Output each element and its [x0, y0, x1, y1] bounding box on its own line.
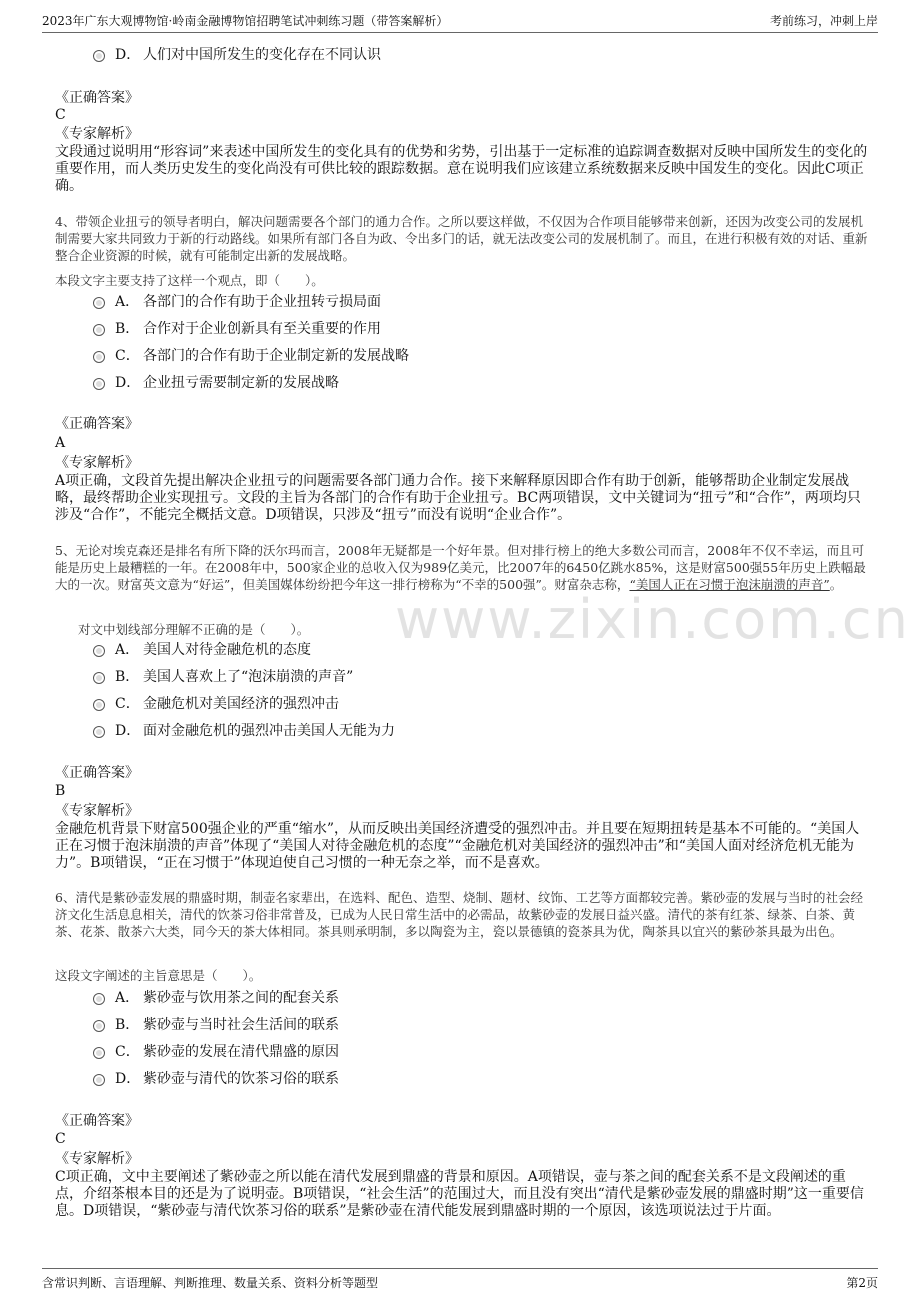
q6-question: 这段文字阐述的主旨意思是（ ）。: [55, 968, 262, 983]
radio-icon[interactable]: [93, 324, 105, 336]
q6-option-b[interactable]: B． 紫砂壶与当时社会生活间的联系: [93, 1015, 339, 1035]
radio-icon[interactable]: [93, 1020, 105, 1032]
q6-option-a[interactable]: A． 紫砂壶与饮用茶之间的配套关系: [93, 988, 339, 1008]
q4-question: 本段文字主要支持了这样一个观点，即（ ）。: [55, 273, 324, 288]
q5-option-c[interactable]: C． 金融危机对美国经济的强烈冲击: [93, 694, 339, 714]
q5-underlined-quote: “美国人正在习惯于泡沫崩溃的声音”: [629, 577, 830, 592]
q5-answer: B: [55, 783, 66, 799]
q5-option-b[interactable]: B． 美国人喜欢上了“泡沫崩溃的声音”: [93, 667, 353, 687]
radio-icon[interactable]: [93, 297, 105, 309]
radio-icon[interactable]: [93, 726, 105, 738]
q4-stem: 4、带领企业扭亏的领导者明白，解决问题需要各个部门的通力合作。之所以要这样做，不仅因为合作项目能够带来创新，还因为改变公司的发展机制需要大家共同致力于新的行动路线。如果所有部门各自为政、令出多门的话，就无法改变公司的发展机制了。而且，在进行积极有效的对话、重新整合企业资源的时候，就有可能制定出新的发展战略。: [55, 214, 868, 263]
q4-explanation: A项正确，文段首先提出解决企业扭亏的问题需要各部门通力合作。接下来解释原因即合作有助于创新，能够帮助企业制定发展战略，最终帮助企业实现扭亏。文段的主旨为各部门的合作有助于企业扭亏。BC两项错误，文中关键词为“扭亏”和“合作”，两项均只涉及“合作”，不能完全概括文意。D项错误，只涉及“扭亏”而没有说明“企业合作”。: [55, 473, 861, 523]
watermark: www.zixin.com.cn: [395, 588, 910, 651]
radio-icon[interactable]: [93, 672, 105, 684]
radio-icon[interactable]: [93, 50, 105, 62]
q3-option-d[interactable]: D． 人们对中国所发生的变化存在不同认识: [93, 45, 381, 65]
q3-expert-label: 《专家解析》: [55, 126, 139, 142]
q5-question: 对文中划线部分理解不正确的是（ ）。: [78, 622, 310, 637]
q4-option-c[interactable]: C． 各部门的合作有助于企业制定新的发展战略: [93, 346, 409, 366]
q5-option-a[interactable]: A． 美国人对待金融危机的态度: [93, 640, 311, 660]
page-footer: [42, 1268, 878, 1291]
radio-icon[interactable]: [93, 993, 105, 1005]
q6-expert-label: 《专家解析》: [55, 1151, 139, 1167]
page-header: [42, 10, 878, 33]
footer-topics: 含常识判断、言语理解、判断推理、数量关系、资料分析等题型: [42, 1276, 379, 1290]
q5-explanation: 金融危机背景下财富500强企业的严重“缩水”，从而反映出美国经济遭受的强烈冲击。并且要在短期扭转是基本不可能的。“美国人正在习惯于泡沫崩溃的声音”体现了“美国人对待金融危机的态度”“金融危机对美国经济的强烈冲击”和“美国人面对经济危机无能为力”。B项错误，“正在习惯于”体现迫使自己习惯的一种无奈之举，而不是喜欢。: [55, 821, 860, 871]
q6-option-d[interactable]: D． 紫砂壶与清代的饮茶习俗的联系: [93, 1069, 339, 1089]
q4-option-a[interactable]: A． 各部门的合作有助于企业扭转亏损局面: [93, 292, 381, 312]
radio-icon[interactable]: [93, 645, 105, 657]
radio-icon[interactable]: [93, 699, 105, 711]
q5-option-d[interactable]: D． 面对金融危机的强烈冲击美国人无能为力: [93, 721, 395, 741]
radio-icon[interactable]: [93, 1047, 105, 1059]
q4-option-b[interactable]: B． 合作对于企业创新具有至关重要的作用: [93, 319, 381, 339]
document-title: 2023年广东大观博物馆·岭南金融博物馆招聘笔试冲刺练习题（带答案解析）: [42, 14, 449, 28]
q6-answer-label: 《正确答案》: [55, 1113, 139, 1129]
radio-icon[interactable]: [93, 351, 105, 363]
q3-answer-label: 《正确答案》: [55, 90, 139, 106]
q5-answer-label: 《正确答案》: [55, 765, 139, 781]
q4-answer: A: [55, 435, 66, 451]
q6-stem: 6、清代是紫砂壶发展的鼎盛时期，制壶名家辈出，在选料、配色、造型、烧制、题材、纹饰、工艺等方面都较完善。紫砂壶的发展与当时的社会经济文化生活息息相关，清代的饮茶习俗非常普及，已成为人民日常生活中的必需品，故紫砂壶的发展日益兴盛。清代的茶有红茶、绿茶、白茶、黄茶、花茶、散茶六大类，同今天的茶大体相同。茶具则承明制，多以陶瓷为主，瓷以景德镇的瓷茶具为优，陶茶具以宜兴的紫砂茶具最为出色。: [55, 890, 863, 939]
radio-icon[interactable]: [93, 1074, 105, 1086]
q4-answer-label: 《正确答案》: [55, 416, 139, 432]
q6-option-c[interactable]: C． 紫砂壶的发展在清代鼎盛的原因: [93, 1042, 339, 1062]
q4-option-d[interactable]: D． 企业扭亏需要制定新的发展战略: [93, 373, 339, 393]
page-number: 第2页: [846, 1276, 878, 1290]
q5-expert-label: 《专家解析》: [55, 803, 139, 819]
q6-answer: C: [55, 1131, 66, 1147]
q4-expert-label: 《专家解析》: [55, 455, 139, 471]
header-slogan: 考前练习，冲刺上岸: [769, 14, 878, 28]
radio-icon[interactable]: [93, 378, 105, 390]
q3-answer: C: [55, 107, 66, 123]
q5-stem: 5、无论对埃克森还是排名有所下降的沃尔玛而言，2008年无疑都是一个好年景。但对排行榜上的绝大多数公司而言，2008年不仅不幸运，而且可能是历史上最糟糕的一年。在2008年中，500家企业的总收入仅为989亿美元，比2007年的6450亿跳水85%，这是财富500强55年历史上跌幅最大的一次。财富英文意为“好运”，但美国媒体纷纷把今年这一排行榜称为“不幸的500强”。财富杂志称，“美国人正在习惯于泡沫崩溃的声音”。: [55, 543, 866, 592]
q3-explanation: 文段通过说明用“形容词”来表述中国所发生的变化具有的优势和劣势，引出基于一定标准的追踪调查数据对反映中国所发生的变化的重要作用，而人类历史发生的变化尚没有可供比较的跟踪数据。意在说明我们应该建立系统数据来反映中国发生的变化。因此C项正确。: [55, 144, 868, 194]
q6-explanation: C项正确，文中主要阐述了紫砂壶之所以能在清代发展到鼎盛的背景和原因。A项错误，壶与茶之间的配套关系不是文段阐述的重点，介绍茶根本目的还是为了说明壶。B项错误，“社会生活”的范围过大，而且没有突出“清代是紫砂壶发展的鼎盛时期”这一重要信息。D项错误，“紫砂壶与清代饮茶习俗的联系”是紫砂壶在清代能发展到鼎盛时期的一个原因，该选项说法过于片面。: [55, 1169, 864, 1219]
